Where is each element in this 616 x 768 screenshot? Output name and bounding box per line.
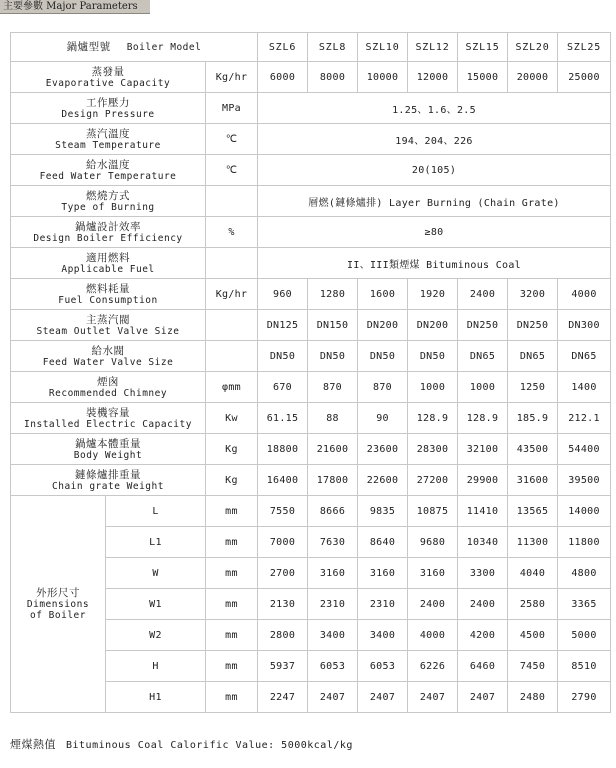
value-cell: 9835 bbox=[358, 496, 408, 527]
parameter-label bbox=[11, 186, 206, 217]
value-cell: 3400 bbox=[358, 620, 408, 651]
span-value-cell: ≥80 bbox=[258, 217, 611, 248]
parameter-row bbox=[11, 310, 611, 341]
value-cell: 3160 bbox=[408, 558, 458, 589]
value-cell: 15000 bbox=[458, 62, 508, 93]
value-cell: 10340 bbox=[458, 527, 508, 558]
value-cell: 2247 bbox=[258, 682, 308, 713]
parameter-label-zh: 鏈條爐排重量 bbox=[75, 468, 141, 481]
value-cell: 185.9 bbox=[508, 403, 558, 434]
value-cell: 31600 bbox=[508, 465, 558, 496]
value-cell: 3160 bbox=[308, 558, 358, 589]
value-cell: 6053 bbox=[308, 651, 358, 682]
unit-cell: % bbox=[206, 217, 258, 248]
value-cell: 2407 bbox=[408, 682, 458, 713]
parameters-table bbox=[10, 32, 611, 713]
dimensions-label-en: Dimensions bbox=[26, 599, 90, 610]
value-cell: 61.15 bbox=[258, 403, 308, 434]
section-title: 主要參數 Major Parameters bbox=[0, 0, 150, 14]
dimension-symbol: W2 bbox=[106, 620, 206, 651]
value-cell: 4000 bbox=[408, 620, 458, 651]
value-cell: DN250 bbox=[508, 310, 558, 341]
parameter-label-zh: 蒸發量 bbox=[91, 65, 125, 78]
value-cell: DN65 bbox=[508, 341, 558, 372]
model-cell: SZL12 bbox=[408, 33, 458, 62]
value-cell: 1000 bbox=[408, 372, 458, 403]
parameter-label-en: Type of Burning bbox=[61, 201, 155, 213]
parameter-label-zh: 鍋爐本體重量 bbox=[75, 437, 141, 450]
value-cell: 12000 bbox=[408, 62, 458, 93]
parameter-label bbox=[11, 248, 206, 279]
unit-cell: φmm bbox=[206, 372, 258, 403]
parameter-label-en: Evaporative Capacity bbox=[45, 77, 171, 89]
parameter-label-zh: 工作壓力 bbox=[86, 96, 130, 109]
value-cell: 4000 bbox=[558, 279, 611, 310]
value-cell: 4500 bbox=[508, 620, 558, 651]
unit-cell bbox=[206, 310, 258, 341]
value-cell: 9680 bbox=[408, 527, 458, 558]
parameter-label-en: Installed Electric Capacity bbox=[24, 418, 192, 430]
unit-cell: MPa bbox=[206, 93, 258, 124]
value-cell: 17800 bbox=[308, 465, 358, 496]
dimensions-label bbox=[11, 496, 106, 713]
unit-cell: Kg bbox=[206, 434, 258, 465]
value-cell: 2407 bbox=[308, 682, 358, 713]
dimension-symbol: H1 bbox=[106, 682, 206, 713]
value-cell: 3300 bbox=[458, 558, 508, 589]
value-cell: 3200 bbox=[508, 279, 558, 310]
unit-cell: mm bbox=[206, 651, 258, 682]
dimension-row bbox=[11, 496, 611, 527]
value-cell: 2310 bbox=[308, 589, 358, 620]
value-cell: 88 bbox=[308, 403, 358, 434]
parameter-row bbox=[11, 124, 611, 155]
value-cell: 670 bbox=[258, 372, 308, 403]
value-cell: DN65 bbox=[558, 341, 611, 372]
parameter-label-zh: 煙囪 bbox=[97, 375, 119, 388]
unit-cell: Kg bbox=[206, 465, 258, 496]
value-cell: 128.9 bbox=[408, 403, 458, 434]
parameter-label bbox=[11, 279, 206, 310]
value-cell: DN150 bbox=[308, 310, 358, 341]
parameter-label-en: Chain grate Weight bbox=[52, 480, 164, 492]
dimension-symbol: L bbox=[106, 496, 206, 527]
value-cell: 1400 bbox=[558, 372, 611, 403]
value-cell: 1920 bbox=[408, 279, 458, 310]
value-cell: 870 bbox=[308, 372, 358, 403]
value-cell: DN50 bbox=[358, 341, 408, 372]
model-cell: SZL15 bbox=[458, 33, 508, 62]
parameter-label-zh: 裝機容量 bbox=[86, 406, 130, 419]
parameter-label bbox=[11, 217, 206, 248]
value-cell: 6053 bbox=[358, 651, 408, 682]
parameter-label-en: Feed Water Valve Size bbox=[42, 356, 174, 368]
value-cell: 7450 bbox=[508, 651, 558, 682]
value-cell: 3160 bbox=[358, 558, 408, 589]
parameter-label-zh: 燃料耗量 bbox=[86, 282, 130, 295]
parameter-label bbox=[11, 372, 206, 403]
parameter-row bbox=[11, 62, 611, 93]
value-cell: 8000 bbox=[308, 62, 358, 93]
unit-cell: ℃ bbox=[206, 124, 258, 155]
dimensions-label-en: of Boiler bbox=[30, 610, 86, 621]
value-cell: 54400 bbox=[558, 434, 611, 465]
span-value-cell: 194、204、226 bbox=[258, 124, 611, 155]
parameter-label-zh: 蒸汽溫度 bbox=[86, 127, 130, 140]
parameter-row bbox=[11, 372, 611, 403]
model-cell: SZL6 bbox=[258, 33, 308, 62]
value-cell: 128.9 bbox=[458, 403, 508, 434]
model-label-cell: 鍋爐型號 Boiler Model bbox=[11, 33, 258, 62]
value-cell: 1280 bbox=[308, 279, 358, 310]
parameter-label-en: Steam Temperature bbox=[55, 139, 161, 151]
value-cell: 39500 bbox=[558, 465, 611, 496]
unit-cell: mm bbox=[206, 558, 258, 589]
value-cell: 13565 bbox=[508, 496, 558, 527]
value-cell: 2407 bbox=[358, 682, 408, 713]
dimension-symbol: L1 bbox=[106, 527, 206, 558]
value-cell: 6000 bbox=[258, 62, 308, 93]
value-cell: DN50 bbox=[258, 341, 308, 372]
parameter-label-en: Applicable Fuel bbox=[61, 263, 155, 275]
model-cell: SZL10 bbox=[358, 33, 408, 62]
parameter-row bbox=[11, 155, 611, 186]
parameter-label-zh: 主蒸汽閥 bbox=[86, 313, 130, 326]
unit-cell: mm bbox=[206, 496, 258, 527]
value-cell: 11410 bbox=[458, 496, 508, 527]
value-cell: 2400 bbox=[458, 589, 508, 620]
unit-cell bbox=[206, 186, 258, 217]
value-cell: 8666 bbox=[308, 496, 358, 527]
model-header-row bbox=[11, 33, 611, 62]
value-cell: 23600 bbox=[358, 434, 408, 465]
value-cell: 22600 bbox=[358, 465, 408, 496]
parameter-label-zh: 給水溫度 bbox=[86, 158, 130, 171]
value-cell: 2580 bbox=[508, 589, 558, 620]
value-cell: 2407 bbox=[458, 682, 508, 713]
parameter-label bbox=[11, 434, 206, 465]
value-cell: 8640 bbox=[358, 527, 408, 558]
value-cell: 2700 bbox=[258, 558, 308, 589]
footer-note bbox=[10, 736, 353, 752]
unit-cell: mm bbox=[206, 527, 258, 558]
value-cell: 32100 bbox=[458, 434, 508, 465]
value-cell: 21600 bbox=[308, 434, 358, 465]
value-cell: 6460 bbox=[458, 651, 508, 682]
value-cell: DN250 bbox=[458, 310, 508, 341]
value-cell: 2400 bbox=[458, 279, 508, 310]
unit-cell: mm bbox=[206, 620, 258, 651]
value-cell: 1250 bbox=[508, 372, 558, 403]
parameter-row bbox=[11, 341, 611, 372]
value-cell: 20000 bbox=[508, 62, 558, 93]
span-value-cell: II、III類煙煤 Bituminous Coal bbox=[258, 248, 611, 279]
span-value-cell: 20(105) bbox=[258, 155, 611, 186]
dimension-symbol: H bbox=[106, 651, 206, 682]
parameter-row bbox=[11, 279, 611, 310]
value-cell: DN125 bbox=[258, 310, 308, 341]
span-value-cell: 層燃(鏈條爐排) Layer Burning (Chain Grate) bbox=[258, 186, 611, 217]
span-value-cell: 1.25、1.6、2.5 bbox=[258, 93, 611, 124]
parameter-label-zh: 燃燒方式 bbox=[86, 189, 130, 202]
value-cell: 960 bbox=[258, 279, 308, 310]
value-cell: 4040 bbox=[508, 558, 558, 589]
model-cell: SZL25 bbox=[558, 33, 611, 62]
value-cell: 16400 bbox=[258, 465, 308, 496]
model-cell: SZL8 bbox=[308, 33, 358, 62]
parameter-label-en: Recommended Chimney bbox=[48, 387, 168, 399]
value-cell: 4800 bbox=[558, 558, 611, 589]
dimension-symbol: W1 bbox=[106, 589, 206, 620]
parameter-label-en: Design Boiler Efficiency bbox=[33, 232, 183, 244]
parameter-row bbox=[11, 217, 611, 248]
value-cell: 7630 bbox=[308, 527, 358, 558]
parameter-row bbox=[11, 248, 611, 279]
value-cell: 4200 bbox=[458, 620, 508, 651]
dimensions-label-zh: 外形尺寸 bbox=[36, 587, 80, 599]
value-cell: 27200 bbox=[408, 465, 458, 496]
value-cell: 5000 bbox=[558, 620, 611, 651]
value-cell: 1000 bbox=[458, 372, 508, 403]
unit-cell: mm bbox=[206, 589, 258, 620]
value-cell: 3400 bbox=[308, 620, 358, 651]
footer-en: Bituminous Coal Calorific Value: 5000kcal/kg bbox=[66, 740, 353, 751]
value-cell: 3365 bbox=[558, 589, 611, 620]
value-cell: 10875 bbox=[408, 496, 458, 527]
model-cell: SZL20 bbox=[508, 33, 558, 62]
footer-zh: 煙煤熱值 bbox=[10, 738, 56, 751]
value-cell: DN65 bbox=[458, 341, 508, 372]
unit-cell: Kg/hr bbox=[206, 279, 258, 310]
parameter-label bbox=[11, 62, 206, 93]
parameter-label bbox=[11, 465, 206, 496]
value-cell: 212.1 bbox=[558, 403, 611, 434]
parameter-label-en: Feed Water Temperature bbox=[39, 170, 177, 182]
value-cell: 7550 bbox=[258, 496, 308, 527]
value-cell: DN300 bbox=[558, 310, 611, 341]
value-cell: 2310 bbox=[358, 589, 408, 620]
unit-cell bbox=[206, 248, 258, 279]
unit-cell: ℃ bbox=[206, 155, 258, 186]
parameter-label bbox=[11, 310, 206, 341]
unit-cell: mm bbox=[206, 682, 258, 713]
parameter-label-en: Design Pressure bbox=[61, 108, 155, 120]
value-cell: 2480 bbox=[508, 682, 558, 713]
parameter-label bbox=[11, 155, 206, 186]
value-cell: 90 bbox=[358, 403, 408, 434]
value-cell: 14000 bbox=[558, 496, 611, 527]
value-cell: 11800 bbox=[558, 527, 611, 558]
parameter-label-zh: 鍋爐設計效率 bbox=[75, 220, 141, 233]
parameter-label bbox=[11, 93, 206, 124]
value-cell: 11300 bbox=[508, 527, 558, 558]
parameter-row bbox=[11, 403, 611, 434]
parameter-label-en: Body Weight bbox=[73, 449, 143, 461]
value-cell: 28300 bbox=[408, 434, 458, 465]
value-cell: 2400 bbox=[408, 589, 458, 620]
parameter-label-zh: 適用燃料 bbox=[86, 251, 130, 264]
parameter-row bbox=[11, 434, 611, 465]
value-cell: 7000 bbox=[258, 527, 308, 558]
value-cell: 43500 bbox=[508, 434, 558, 465]
value-cell: 6226 bbox=[408, 651, 458, 682]
parameter-label-en: Fuel Consumption bbox=[58, 294, 158, 306]
parameter-label bbox=[11, 403, 206, 434]
unit-cell: Kg/hr bbox=[206, 62, 258, 93]
value-cell: 5937 bbox=[258, 651, 308, 682]
parameter-label bbox=[11, 124, 206, 155]
value-cell: 18800 bbox=[258, 434, 308, 465]
value-cell: 29900 bbox=[458, 465, 508, 496]
value-cell: 2800 bbox=[258, 620, 308, 651]
value-cell: 870 bbox=[358, 372, 408, 403]
dimension-symbol: W bbox=[106, 558, 206, 589]
value-cell: DN50 bbox=[308, 341, 358, 372]
value-cell: 2130 bbox=[258, 589, 308, 620]
parameter-row bbox=[11, 186, 611, 217]
value-cell: 25000 bbox=[558, 62, 611, 93]
unit-cell: Kw bbox=[206, 403, 258, 434]
parameter-label bbox=[11, 341, 206, 372]
value-cell: 10000 bbox=[358, 62, 408, 93]
value-cell: DN200 bbox=[408, 310, 458, 341]
value-cell: 8510 bbox=[558, 651, 611, 682]
value-cell: DN200 bbox=[358, 310, 408, 341]
parameter-row bbox=[11, 93, 611, 124]
value-cell: 1600 bbox=[358, 279, 408, 310]
value-cell: 2790 bbox=[558, 682, 611, 713]
parameter-label-zh: 給水閥 bbox=[91, 344, 125, 357]
unit-cell bbox=[206, 341, 258, 372]
parameter-label-en: Steam Outlet Valve Size bbox=[36, 325, 180, 337]
value-cell: DN50 bbox=[408, 341, 458, 372]
parameter-row bbox=[11, 465, 611, 496]
